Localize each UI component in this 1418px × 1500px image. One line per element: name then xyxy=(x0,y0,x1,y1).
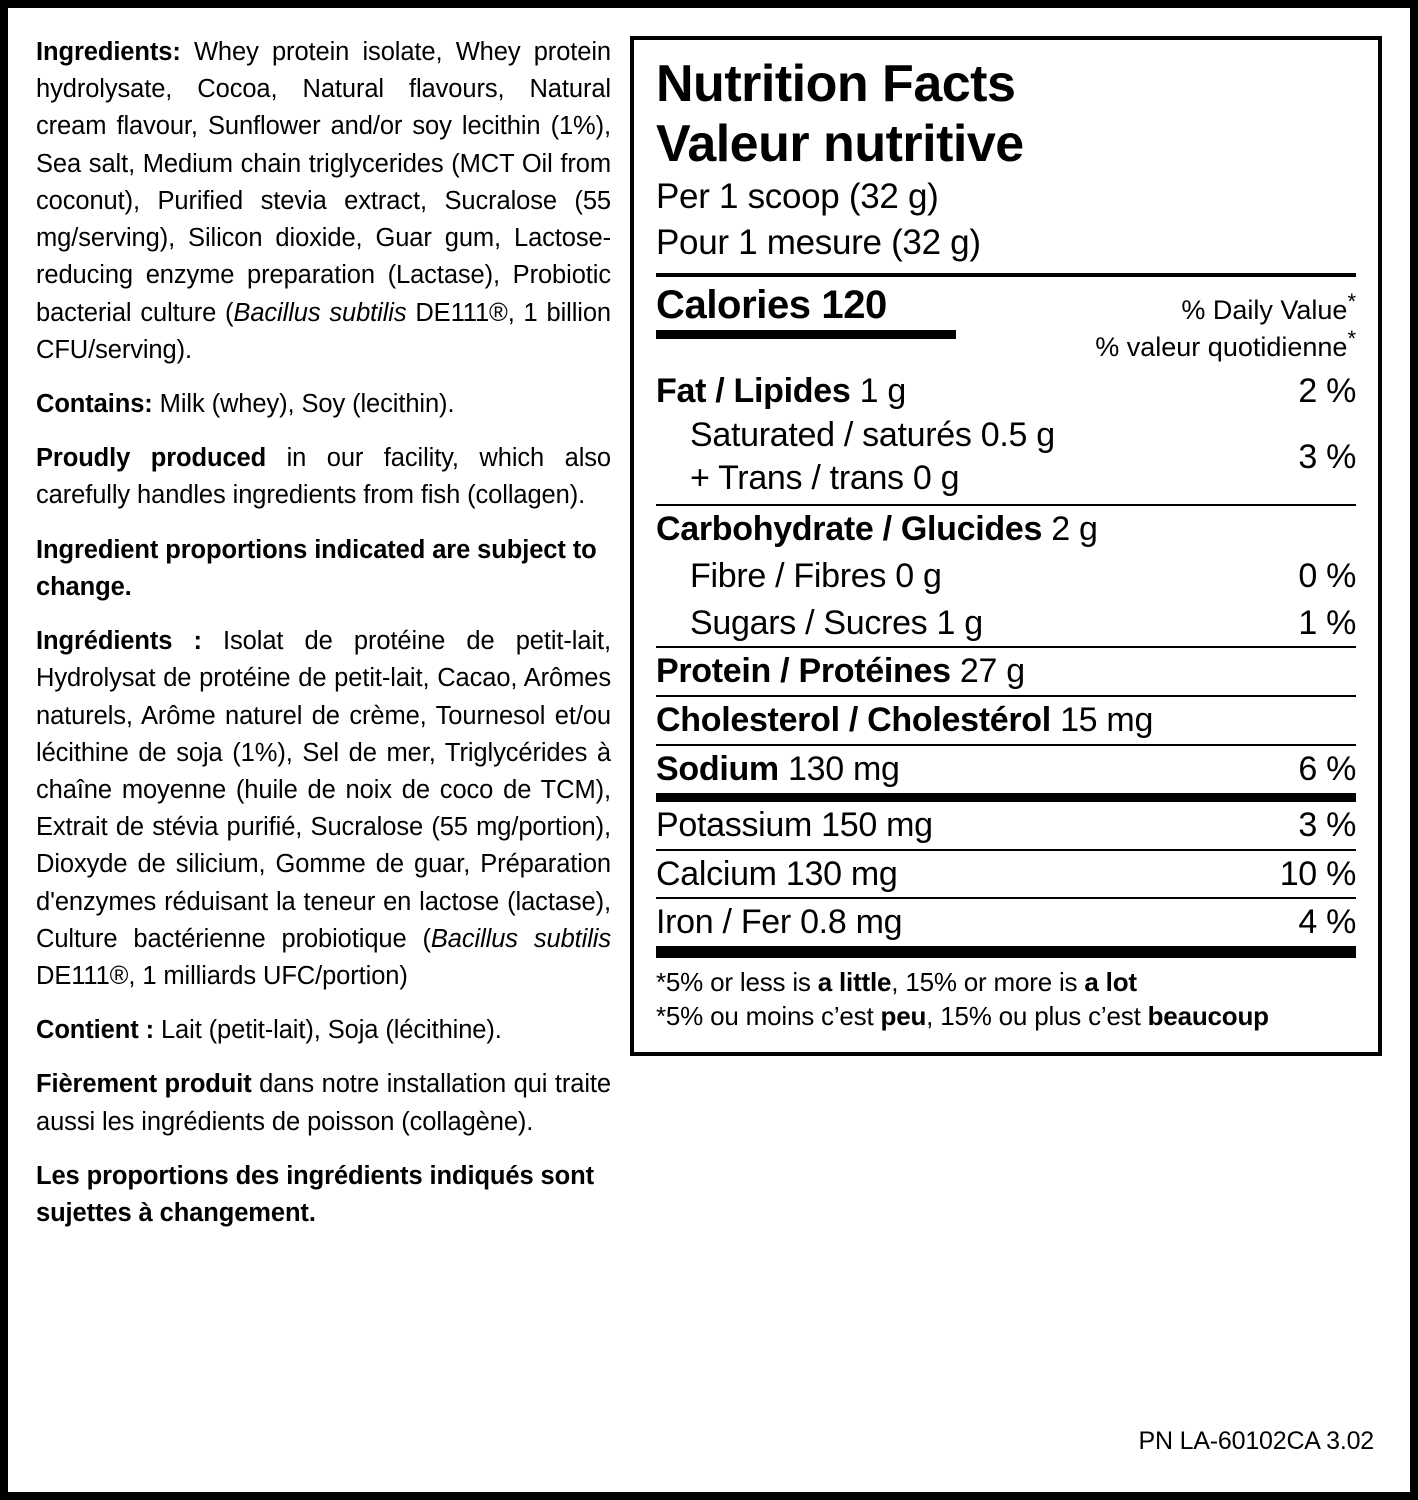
daily-value-fr-asterisk: * xyxy=(1347,326,1356,352)
calories-row xyxy=(656,277,1356,368)
footnote-fr xyxy=(656,1000,1356,1034)
row-calcium-label: Calcium 130 mg xyxy=(656,854,898,893)
daily-value-en-text: % Daily Value xyxy=(1181,294,1348,325)
calories-label: Calories 120 xyxy=(656,282,887,327)
produced-en-paragraph xyxy=(36,440,611,514)
row-protein xyxy=(656,648,1356,695)
ingredients-fr-text2: DE111®, 1 milliards UFC/portion) xyxy=(36,962,408,991)
contains-en-paragraph xyxy=(36,386,611,423)
row-sodium-amount: 130 mg xyxy=(788,749,900,788)
contains-fr-text: Lait (petit-lait), Soja (lécithine). xyxy=(153,1016,502,1045)
row-protein-label xyxy=(656,651,1342,692)
row-fibre xyxy=(656,553,1356,600)
row-fat-amount: 1 g xyxy=(859,371,906,410)
row-sugars xyxy=(656,600,1356,647)
nutrition-title-en: Nutrition Facts xyxy=(656,55,1016,113)
ingredients-fr-italic: Bacillus subtilis xyxy=(430,924,611,953)
ingredients-en-paragraph xyxy=(36,34,611,369)
produced-en-label: Proudly produced xyxy=(36,444,267,473)
row-potassium-pct: 3 % xyxy=(1298,805,1356,844)
proportions-fr-paragraph: Les proportions des ingrédients indiqués sont sujettes à changement. xyxy=(36,1161,594,1228)
nutrition-facts-panel xyxy=(630,36,1382,1056)
row-fat xyxy=(656,368,1356,415)
row-potassium xyxy=(656,802,1356,849)
ingredients-fr-label: Ingrédients : xyxy=(36,627,202,656)
row-sugars-pct: 1 % xyxy=(1298,603,1356,642)
row-calcium-pct: 10 % xyxy=(1279,854,1356,893)
proportions-en-paragraph: Ingredient proportions indicated are subject to change. xyxy=(36,535,597,601)
row-cholesterol xyxy=(656,697,1356,744)
produced-fr-label: Fièrement produit xyxy=(36,1070,252,1099)
footnote-en xyxy=(656,966,1356,1000)
row-iron xyxy=(656,899,1356,946)
row-protein-name: Protein / Protéines xyxy=(656,652,951,691)
row-sodium-pct: 6 % xyxy=(1298,749,1356,788)
row-cholesterol-label xyxy=(656,700,1342,741)
row-saturated-pct: 3 % xyxy=(1298,437,1356,476)
produced-fr-text: dans notre installation qui traite aussi les ingrédients de poisson (collagène). xyxy=(36,1070,611,1136)
row-sodium-label xyxy=(656,749,1284,790)
serving-size-fr: Pour 1 mesure (32 g) xyxy=(656,222,981,262)
row-fibre-label: Fibre / Fibres 0 g xyxy=(690,556,942,595)
footnote-fr-part2: , 15% ou plus c’est xyxy=(926,1000,1148,1031)
rule-under-sodium xyxy=(656,793,1356,802)
row-iron-pct: 4 % xyxy=(1298,903,1356,942)
daily-value-en xyxy=(1095,289,1356,326)
contains-fr-paragraph xyxy=(36,1012,611,1049)
footnote-en-bold1: a little xyxy=(817,967,892,998)
part-number: PN LA-60102CA 3.02 xyxy=(1138,1427,1374,1455)
ingredients-fr-text: Isolat de protéine de petit-lait, Hydrolysat de protéine de petit-lait, Cacao, Arômes naturels, Arôme naturel de crème, Tournesol et/ou lécithine de soja (1%), Sel de mer, Triglycérides à chaîne moyenne (huile de noix de coco de TCM), Extrait de stévia purifié, Sucralose (55 mg/portion), Dioxyde de silicium, Gomme de guar, Préparation d'enzymes réduisant la teneur en lactose (lactase), Culture bactérienne probiotique ( xyxy=(36,627,611,953)
contains-en-text: Milk (whey), Soy (lecithin). xyxy=(152,389,455,418)
ingredients-en-text: Whey protein isolate, Whey protein hydrolysate, Cocoa, Natural flavours, Natural cream flavour, Sunflower and/or soy lecithin (1%), Sea salt, Medium chain triglycerides (MCT Oil from coconut), Purified stevia extract, Sucralose (55 mg/serving), Silicon dioxide, Guar gum, Lactose-reducing enzyme preparation (Lactase), Probiotic bacterial culture ( xyxy=(36,38,611,327)
daily-value-header xyxy=(1095,283,1356,364)
ingredients-en-label: Ingredients: xyxy=(36,38,181,66)
footnote-en-part1: *5% or less is xyxy=(656,967,818,998)
produced-fr-paragraph xyxy=(36,1066,611,1140)
footnote-fr-bold1: peu xyxy=(880,1000,927,1031)
row-carbohydrate-amount: 2 g xyxy=(1051,509,1098,548)
serving-size-en: Per 1 scoop (32 g) xyxy=(656,177,939,217)
row-saturated-label: Saturated / saturés 0.5 g xyxy=(690,416,1055,455)
row-trans-label: + Trans / trans 0 g xyxy=(690,459,960,498)
rule-under-calories xyxy=(656,330,956,339)
contains-fr-label: Contient : xyxy=(36,1016,154,1045)
ingredients-fr-paragraph xyxy=(36,623,611,995)
ingredients-en-italic: Bacillus subtilis xyxy=(233,298,407,327)
row-carbohydrate xyxy=(656,506,1356,553)
nutrition-title-fr: Valeur nutritive xyxy=(656,115,1024,174)
footnote-block xyxy=(656,958,1356,1034)
row-sodium xyxy=(656,746,1356,793)
rule-under-iron xyxy=(656,946,1356,958)
row-carbohydrate-label xyxy=(656,509,1342,550)
row-iron-label: Iron / Fer 0.8 mg xyxy=(656,903,903,942)
calories-left xyxy=(656,283,956,339)
row-cholesterol-amount: 15 mg xyxy=(1060,701,1154,740)
row-protein-amount: 27 g xyxy=(959,652,1025,691)
footnote-en-part2: , 15% or more is xyxy=(891,967,1085,998)
row-calcium xyxy=(656,851,1356,898)
row-carbohydrate-name: Carbohydrate / Glucides xyxy=(656,509,1043,548)
row-saturated-trans xyxy=(656,414,1356,504)
contains-en-label: Contains: xyxy=(36,389,153,418)
footnote-fr-part1: *5% ou moins c’est xyxy=(656,1000,881,1031)
ingredients-en-text2: DE111®, 1 billion CFU/serving). xyxy=(36,298,612,364)
daily-value-fr xyxy=(1095,326,1356,363)
row-potassium-label: Potassium 150 mg xyxy=(656,805,933,844)
row-fat-pct: 2 % xyxy=(1298,371,1356,410)
row-sodium-name: Sodium xyxy=(656,749,779,788)
row-sugars-label: Sugars / Sucres 1 g xyxy=(690,603,983,642)
label-inner xyxy=(8,8,1410,1492)
daily-value-fr-text: % valeur quotidienne xyxy=(1095,332,1348,363)
row-fat-label xyxy=(656,371,1284,412)
footnote-fr-bold2: beaucoup xyxy=(1147,1000,1269,1031)
footnote-en-bold2: a lot xyxy=(1084,967,1137,998)
row-fibre-pct: 0 % xyxy=(1298,556,1356,595)
daily-value-en-asterisk: * xyxy=(1347,288,1356,314)
row-saturated-trans-lines xyxy=(656,414,1055,500)
row-cholesterol-name: Cholesterol / Cholestérol xyxy=(656,701,1051,740)
produced-en-text: in our facility, which also carefully handles ingredients from fish (collagen). xyxy=(36,444,611,510)
ingredients-column xyxy=(36,34,611,1232)
row-fat-name: Fat / Lipides xyxy=(656,371,851,410)
